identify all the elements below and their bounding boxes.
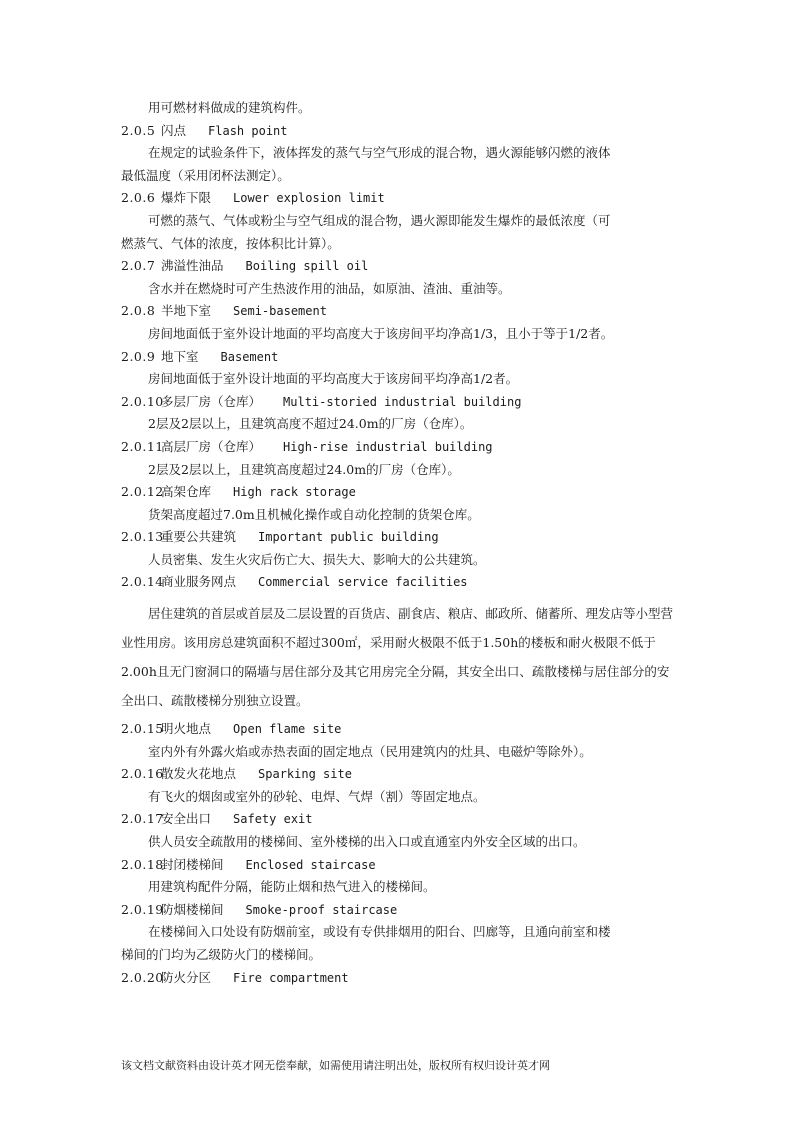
term-english: Commercial service facilities [258, 575, 468, 590]
term-heading [121, 391, 676, 414]
term-english: Basement [220, 349, 279, 364]
term-number: 2.0.12 [121, 484, 164, 500]
definition-text: 室内外有外露火焰或赤热表面的固定地点（民用建筑内的灶具、电磁炉等除外）。 [148, 743, 592, 759]
term-heading [121, 481, 676, 504]
term-heading [121, 899, 676, 922]
term-english: High-rise industrial building [283, 439, 493, 454]
definition-paragraph: 居住建筑的首层或首层及二层设置的百货店、副食店、粮店、邮政所、储蓄所、理发店等小型营业性用房。该用房总建筑面积不超过300㎡，采用耐火极限不低于1.50h的楼板和耐火极限不低于2.00h且无门窗洞口的隔墙与居住部分及其它用房完全分隔，其安全出口、疏散楼梯与居住部分的安全出口、疏散楼梯分别独立设置。 [121, 606, 674, 709]
definition-text: 用建筑构配件分隔，能防止烟和热气进入的楼梯间。 [148, 879, 436, 895]
definition-text: 有飞火的烟囱或室外的砂轮、电焊、气焊（割）等固定地点。 [148, 788, 486, 804]
definition-text: 货架高度超过7.0m且机械化操作或自动化控制的货架仓库。 [148, 506, 480, 522]
term-chinese: 商业服务网点 [161, 574, 237, 590]
term-english: Important public building [258, 530, 439, 545]
term-number: 2.0.14 [121, 574, 164, 590]
term-heading [121, 187, 676, 210]
term-chinese: 半地下室 [161, 303, 212, 319]
term-english: Fire compartment [233, 970, 349, 985]
term-number: 2.0.7 [121, 258, 156, 274]
definition-text: 房间地面低于室外设计地面的平均高度大于该房间平均净高1/2者。 [148, 371, 519, 387]
term-chinese: 地下室 [161, 348, 199, 364]
term-number: 2.0.10 [121, 393, 164, 409]
definition-text: 2层及2层以上，且建筑高度不超过24.0m的厂房（仓库）。 [148, 416, 473, 432]
term-chinese: 重要公共建筑 [161, 529, 237, 545]
term-chinese: 闪点 [161, 122, 187, 138]
term-number: 2.0.18 [121, 856, 164, 872]
term-heading [121, 346, 676, 369]
definition-text: 供人员安全疏散用的楼梯间、室外楼梯的出入口或直通室内外安全区域的出口。 [148, 834, 586, 850]
term-chinese: 沸溢性油品 [161, 258, 224, 274]
definition-text: 用可燃材料做成的建筑构件。 [148, 100, 311, 115]
term-number: 2.0.11 [121, 438, 164, 454]
term-chinese: 多层厂房（仓库） [161, 393, 262, 409]
term-heading [121, 763, 676, 786]
definition-text: 房间地面低于室外设计地面的平均高度大于该房间平均净高1/3，且小于等于1/2者。 [148, 325, 614, 341]
term-heading [121, 718, 676, 741]
term-chinese: 爆炸下限 [161, 190, 212, 206]
term-english: Lower explosion limit [233, 191, 385, 206]
definition-text: 在楼梯间入口处设有防烟前室，或设有专供排烟用的阳台、凹廊等，且通向前室和楼 [148, 924, 611, 940]
term-chinese: 明火地点 [161, 721, 212, 737]
term-chinese: 封闭楼梯间 [161, 856, 224, 872]
term-heading [121, 255, 676, 278]
definition-text: 人员密集、发生火灾后伤亡大、损失大、影响大的公共建筑。 [148, 551, 486, 567]
definition-continuation: 最低温度（采用闭杯法测定）。 [121, 167, 290, 183]
term-heading [121, 526, 676, 549]
term-number: 2.0.5 [121, 122, 156, 138]
term-chinese: 防烟楼梯间 [161, 901, 224, 917]
term-number: 2.0.8 [121, 303, 156, 319]
term-number: 2.0.17 [121, 811, 164, 827]
term-english: Multi-storied industrial building [283, 394, 522, 409]
term-english: Sparking site [258, 767, 352, 782]
term-number: 2.0.6 [121, 190, 156, 206]
term-heading [121, 967, 676, 990]
term-chinese: 高架仓库 [161, 484, 212, 500]
term-english: Flash point [208, 123, 288, 138]
definition-text: 在规定的试验条件下，液体挥发的蒸气与空气形成的混合物，遇火源能够闪燃的液体 [148, 145, 611, 161]
term-chinese: 防火分区 [161, 969, 212, 985]
term-number: 2.0.19 [121, 901, 164, 917]
term-heading [121, 854, 676, 877]
term-heading [121, 300, 676, 323]
term-chinese: 高层厂房（仓库） [161, 438, 262, 454]
term-heading [121, 808, 676, 831]
term-heading [121, 571, 676, 594]
document-body [121, 97, 676, 989]
page-footer: 该文档文献资料由设计英才网无偿奉献，如需使用请注明出处，版权所有权归设计英才网 [121, 1059, 550, 1072]
definition-continuation: 梯间的门均为乙级防火门的楼梯间。 [121, 947, 322, 962]
definition-text: 含水并在燃烧时可产生热波作用的油品，如原油、渣油、重油等。 [148, 280, 511, 296]
definition-text: 2层及2层以上，且建筑高度超过24.0m的厂房（仓库）。 [148, 461, 460, 477]
term-chinese: 安全出口 [161, 811, 212, 827]
term-english: High rack storage [233, 485, 356, 500]
term-number: 2.0.16 [121, 766, 164, 782]
term-english: Semi-basement [233, 304, 327, 319]
term-chinese: 散发火花地点 [161, 766, 237, 782]
term-english: Enclosed staircase [245, 857, 376, 872]
term-english: Boiling spill oil [245, 259, 369, 274]
term-english: Open flame site [233, 722, 342, 737]
term-heading [121, 436, 676, 459]
term-number: 2.0.20 [121, 969, 164, 985]
term-english: Safety exit [233, 812, 313, 827]
definition-continuation: 燃蒸气、气体的浓度，按体积比计算）。 [121, 235, 340, 251]
definition-text: 可燃的蒸气、气体或粉尘与空气组成的混合物，遇火源即能发生爆炸的最低浓度（可 [148, 212, 611, 228]
term-number: 2.0.9 [121, 348, 156, 364]
term-number: 2.0.13 [121, 529, 164, 545]
term-heading [121, 120, 676, 143]
term-number: 2.0.15 [121, 721, 164, 737]
term-english: Smoke-proof staircase [245, 902, 398, 917]
